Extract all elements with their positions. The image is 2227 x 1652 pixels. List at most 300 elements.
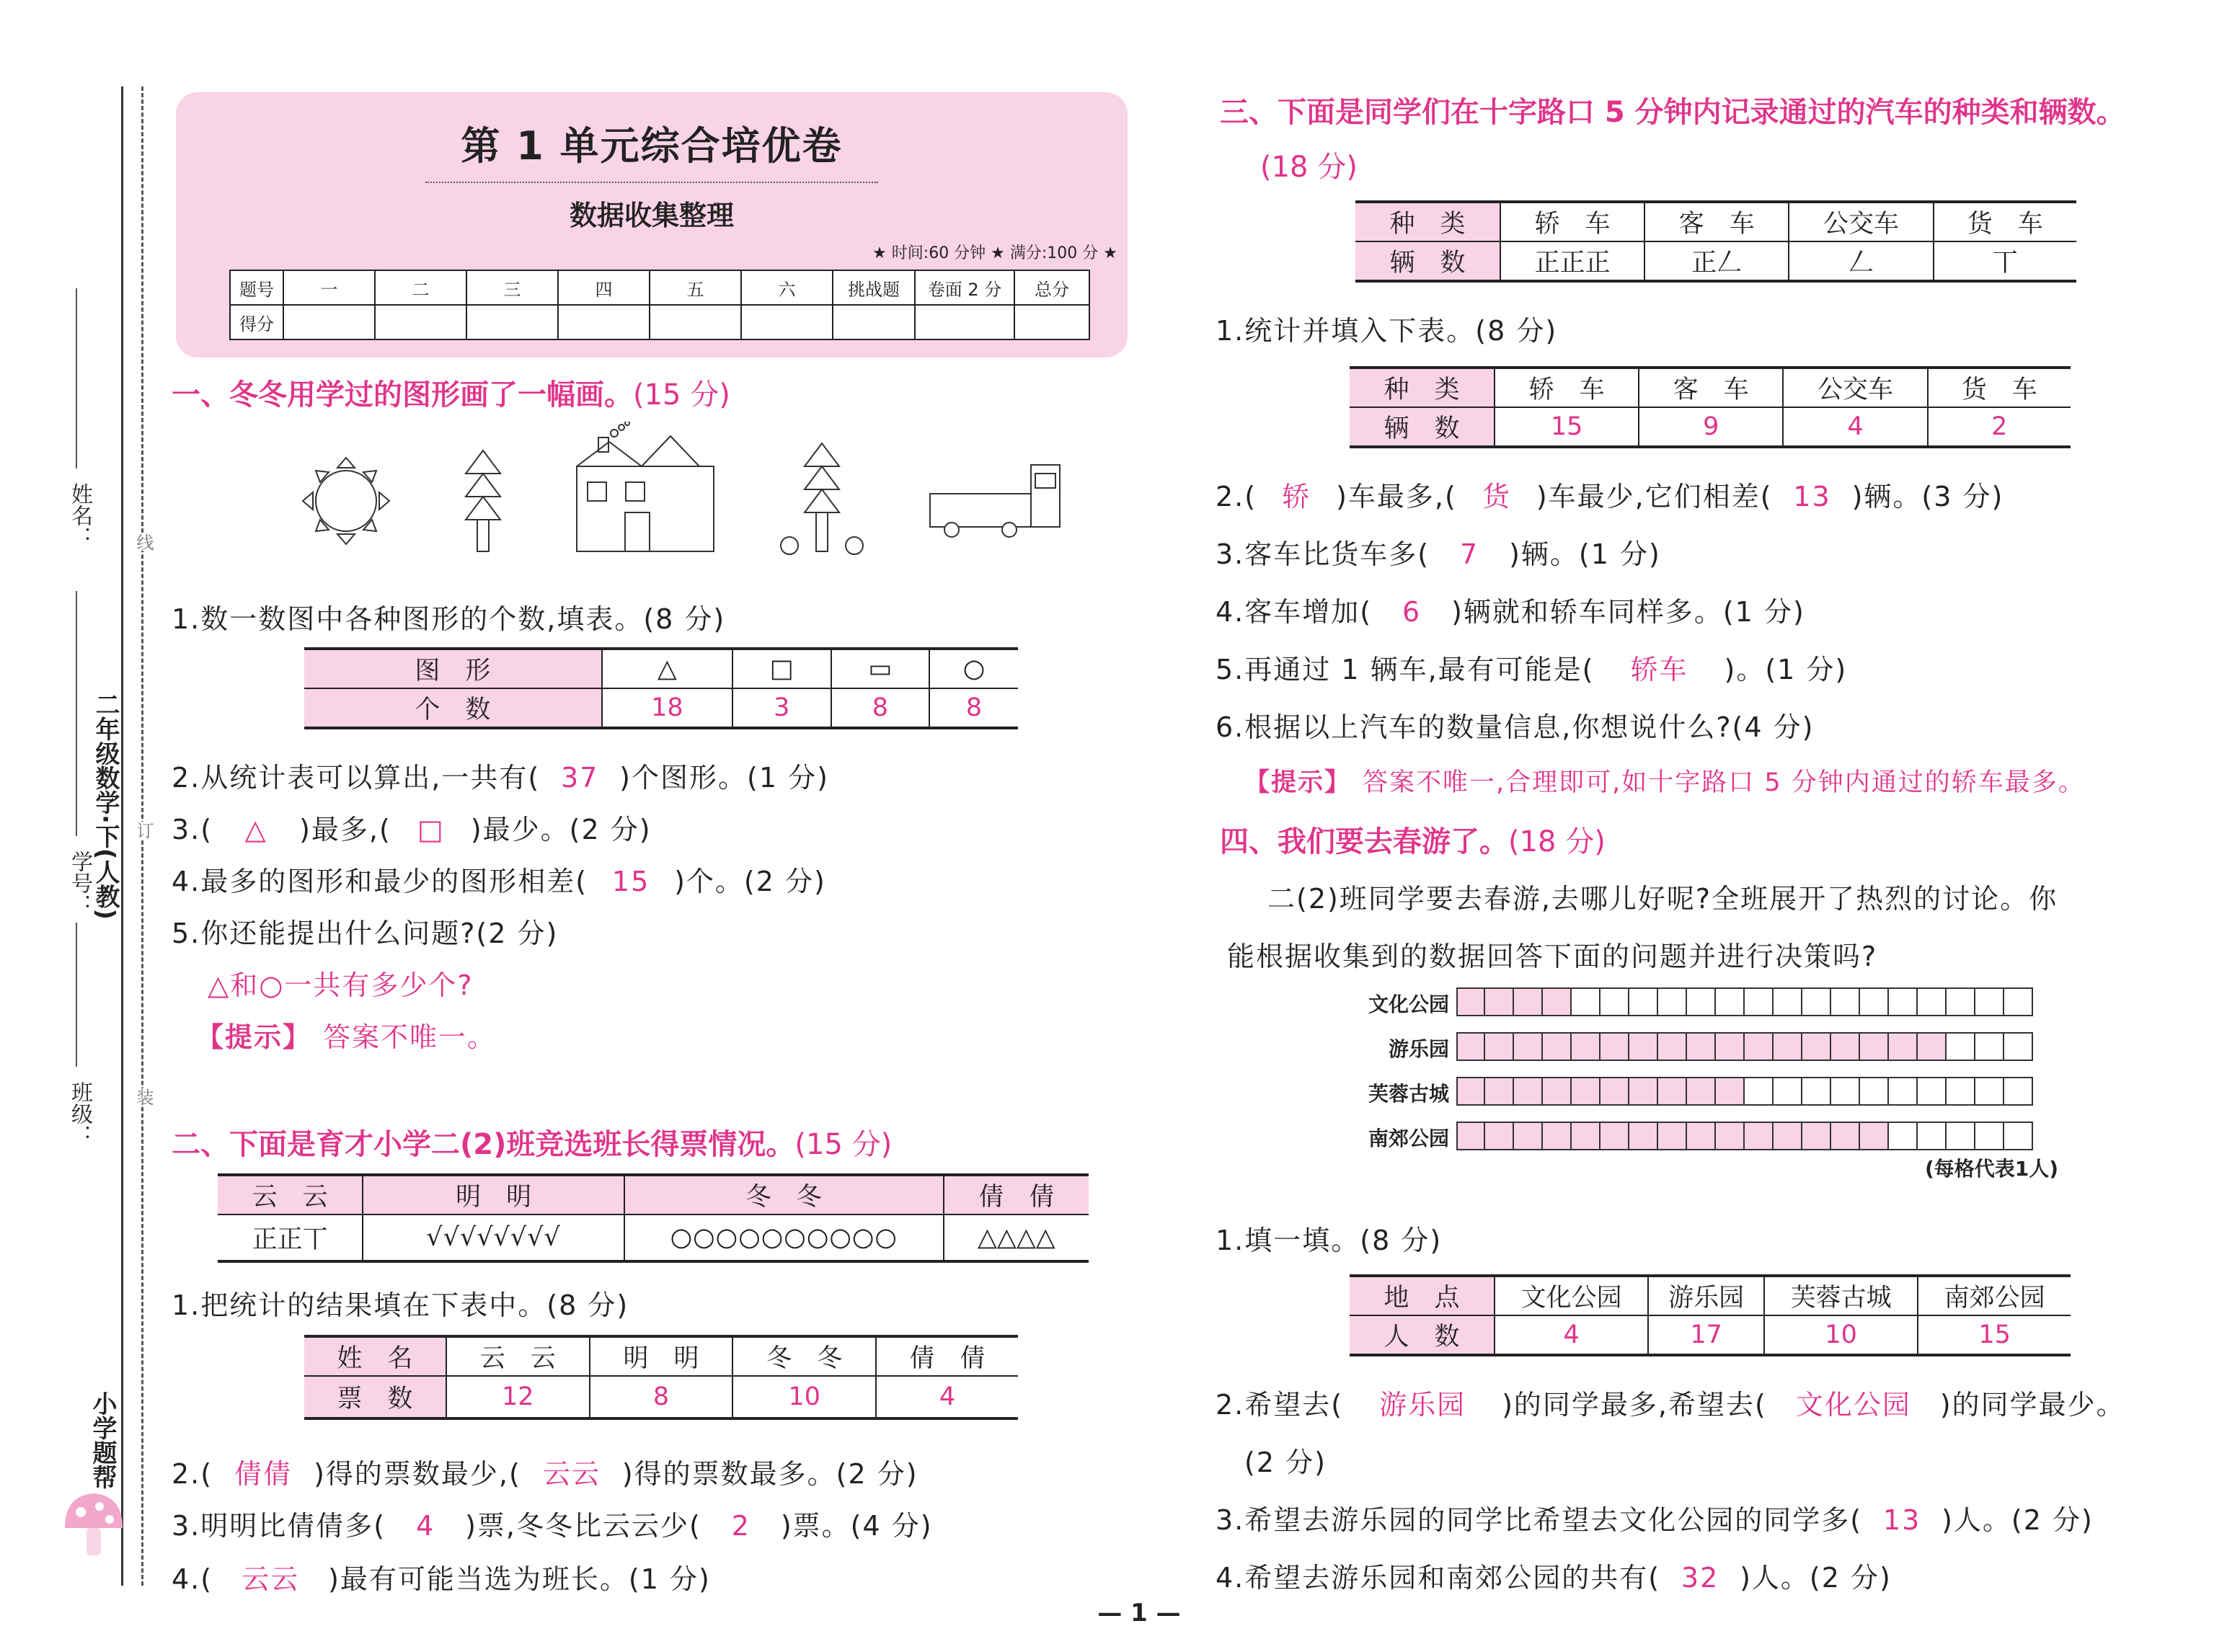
chart-row	[1355, 987, 2033, 1016]
chart-bar-cell-filled	[1456, 1032, 1485, 1061]
q-text: )最有可能当选为班长。(1 分)	[328, 1563, 711, 1595]
section-2-title	[172, 1122, 892, 1163]
table-row	[1350, 407, 2071, 447]
chart-bar-cell-empty	[1918, 987, 1947, 1016]
tally-cell: 正𠃋	[1644, 241, 1789, 281]
q-text: 5.再通过 1 辆车,最有可能是(	[1216, 654, 1595, 685]
chart-bar-cell-empty	[1802, 987, 1831, 1016]
answer-cell[interactable]: 17	[1648, 1315, 1764, 1355]
section-2-heading: 二、下面是育才小学二(2)班竞选班长得票情况。	[172, 1128, 795, 1161]
page-subtitle: 数据收集整理	[569, 200, 734, 231]
q-text: )个图形。(1 分)	[619, 762, 829, 794]
answer-cell[interactable]: 4	[1495, 1315, 1648, 1355]
answer-blank[interactable]: 轿车	[1630, 654, 1688, 685]
table-head-cell: 种 类	[1355, 202, 1500, 241]
chart-bar-cell-filled	[1658, 1122, 1687, 1150]
chart-bar-cell-empty	[1975, 1032, 2004, 1061]
chart-bar-cell-filled	[1658, 1077, 1687, 1106]
s4-intro-line-1: 二(2)班同学要去春游,去哪儿好呢?全班展开了热烈的讨论。你	[1267, 883, 2058, 915]
table-row-label: 人 数	[1350, 1315, 1495, 1355]
chart-row	[1355, 1122, 2033, 1150]
q-text: )票,冬冬比云云少(	[465, 1510, 701, 1542]
chart-bar-cell-filled	[1572, 1122, 1600, 1150]
chart-bar-cell-filled	[1745, 1032, 1774, 1061]
chart-bar-cell-empty	[1975, 1122, 2004, 1150]
table-head-cell: 公交车	[1783, 368, 1927, 407]
table-row	[218, 1214, 1089, 1261]
chart-bar-cell-empty	[1658, 987, 1687, 1016]
s1-q5: 5.你还能提出什么问题?(2 分)	[172, 918, 559, 949]
s2-q4	[172, 1557, 711, 1597]
chart-bar-cell-filled	[1802, 1032, 1831, 1061]
chart-bar-cell-filled	[1600, 1032, 1629, 1061]
s1-q2	[172, 755, 829, 795]
table-row	[218, 1175, 1089, 1214]
answer-blank[interactable]: 32	[1681, 1562, 1719, 1594]
chart-bar-cell-empty	[1889, 1122, 1918, 1150]
student-id-label: 学号：	[67, 851, 92, 915]
q-text: )最少。(2 分)	[470, 814, 652, 845]
q-text: 2.(	[172, 1458, 213, 1490]
page-number: — 1 —	[1097, 1599, 1181, 1627]
q-text: )人。(2 分)	[1942, 1504, 2094, 1536]
chart-bar-cell-empty	[1802, 1077, 1831, 1106]
chart-bar-cell-filled	[1572, 1032, 1600, 1061]
house-icon	[577, 422, 714, 551]
score-cell-6: 六	[741, 270, 833, 305]
table-head-cell: 云 云	[446, 1336, 590, 1376]
chart-bar-cell-filled	[1600, 1122, 1629, 1150]
chart-bar-cell-filled	[1514, 1122, 1543, 1150]
answer-cell[interactable]: 3	[732, 688, 831, 728]
q-text: )辆。(1 分)	[1509, 538, 1661, 570]
tally-cell: 正正丅	[218, 1214, 363, 1261]
section-3-title: 三、下面是同学们在十字路口 5 分钟内记录通过的汽车的种类和辆数。	[1220, 96, 2125, 129]
chart-bar-cell-empty	[1860, 1077, 1889, 1106]
chart-bar-cell-empty	[1860, 987, 1889, 1016]
table-head-cell: 货 车	[1928, 368, 2071, 407]
s2-q3	[172, 1504, 933, 1543]
class-underline	[76, 923, 77, 1067]
q-text: )。(1 分)	[1724, 654, 1848, 685]
answer-cell[interactable]: 15	[1495, 407, 1639, 447]
table-head-cell: 云 云	[218, 1175, 363, 1214]
answer-cell[interactable]: 8	[831, 688, 930, 728]
score-blank[interactable]	[466, 305, 558, 339]
score-cell-3: 三	[466, 270, 558, 305]
answer-blank[interactable]: 15	[611, 866, 650, 897]
table-head-cell: 明 明	[590, 1336, 733, 1376]
table-row	[304, 1336, 1018, 1376]
s2-q2	[172, 1452, 918, 1491]
time-score-meta: ★ 时间:60 分钟 ★ 满分:100 分 ★	[872, 244, 1117, 262]
score-table	[229, 270, 1090, 340]
answer-cell[interactable]: 8	[929, 688, 1018, 728]
chart-category-label: 文化公园	[1368, 992, 1449, 1016]
chart-bar-cell-filled	[1485, 1077, 1514, 1106]
q-text: 4.最多的图形和最少的图形相差(	[172, 866, 588, 897]
answer-cell[interactable]: 4	[876, 1376, 1018, 1418]
tally-cell: √√√√√√√√	[363, 1214, 624, 1261]
answer-blank[interactable]: △	[244, 814, 267, 845]
table-row-label: 辆 数	[1350, 407, 1495, 447]
chart-bar-cell-empty	[1774, 1077, 1802, 1106]
chart-bar-cell-empty	[2004, 1077, 2033, 1106]
circle-head-cell: ○	[929, 649, 1018, 688]
chart-category-label: 游乐园	[1388, 1037, 1449, 1061]
score-blank[interactable]	[915, 305, 1014, 339]
q-text: 2.(	[1216, 481, 1257, 512]
s3-q5	[1216, 647, 1847, 687]
table-head-cell: 倩 倩	[876, 1336, 1018, 1376]
s3-hint	[1244, 763, 2085, 799]
chart-bar-cell-filled	[1629, 1032, 1658, 1061]
chart-bar-cell-filled	[1687, 1032, 1716, 1061]
answer-cell[interactable]: 12	[446, 1376, 590, 1418]
s4-q4	[1216, 1555, 1892, 1595]
q-text: )人。(2 分)	[1740, 1562, 1892, 1594]
section-4-heading: 四、我们要去春游了。	[1220, 825, 1508, 858]
table-head-cell: 姓 名	[304, 1336, 446, 1376]
s3-count-table	[1350, 366, 2071, 448]
truck-icon	[930, 465, 1060, 537]
s4-intro-line-2: 能根据收集到的数据回答下面的问题并进行决策吗?	[1227, 941, 1878, 972]
table-row	[1355, 241, 2076, 281]
answer-blank[interactable]: 13	[1882, 1504, 1921, 1536]
chart-bar-cell-empty	[1774, 987, 1802, 1016]
table-head-cell: 芙蓉古城	[1764, 1276, 1918, 1315]
chart-bar-cell-filled	[1889, 1032, 1918, 1061]
chart-category-label: 南郊公园	[1368, 1127, 1449, 1150]
chart-bar-cell-empty	[1600, 987, 1629, 1016]
chart-bar-cell-filled	[1860, 1032, 1889, 1061]
chart-note: (每格代表1人)	[1925, 1157, 2059, 1181]
s4-q2	[1216, 1382, 2125, 1422]
q-text: 3.希望去游乐园的同学比希望去文化公园的同学多(	[1216, 1504, 1863, 1536]
rectangle-head-cell: ▭	[831, 649, 930, 688]
answer-blank[interactable]: 文化公园	[1795, 1389, 1911, 1421]
table-head-cell: 冬 冬	[624, 1175, 944, 1214]
s2-q1: 1.把统计的结果填在下表中。(8 分)	[172, 1289, 629, 1321]
q-text: )票。(4 分)	[780, 1510, 933, 1542]
score-table-score-row	[230, 305, 1089, 339]
q-text: )最多,(	[299, 814, 391, 845]
hint-text: 答案不唯一。	[323, 1021, 497, 1053]
q-text: 3.(	[172, 814, 213, 845]
square-head-cell: □	[732, 649, 831, 688]
brand-label: 小学题帮	[88, 1391, 117, 1489]
chart-bar-cell-empty	[2004, 987, 2033, 1016]
score-row-label: 得分	[230, 305, 283, 339]
section-4-points: (18 分)	[1508, 825, 1606, 858]
chart-category-label: 芙蓉古城	[1368, 1082, 1449, 1106]
chart-bar-cell-filled	[1716, 1122, 1745, 1150]
chart-bar-cell-filled	[1774, 1032, 1802, 1061]
score-blank[interactable]	[741, 305, 833, 339]
chart-bar-cell-empty	[1572, 987, 1600, 1016]
tree-icon	[466, 450, 500, 551]
chart-bar-cell-filled	[1629, 1122, 1658, 1150]
score-blank[interactable]	[650, 305, 741, 339]
bind-mark: 订	[131, 822, 156, 839]
table-head-cell: 种 类	[1350, 368, 1495, 407]
chart-bar-cell-filled	[1831, 1122, 1860, 1150]
chart-bar-cell-filled	[1918, 1032, 1947, 1061]
chart-bar-cell-empty	[1918, 1077, 1947, 1106]
table-head-cell: 货 车	[1934, 202, 2076, 241]
chart-bar-cell-empty	[1889, 987, 1918, 1016]
answer-blank[interactable]: 2	[731, 1510, 751, 1542]
table-head-cell: 轿 车	[1495, 368, 1639, 407]
table-head-cell: 明 明	[363, 1175, 624, 1214]
shapes-drawing	[288, 422, 1067, 566]
chart-bar-cell-empty	[1831, 987, 1860, 1016]
tally-cell: △△△△	[944, 1214, 1089, 1261]
section-1-title	[172, 372, 730, 413]
chart-bar-cell-filled	[1543, 1077, 1572, 1106]
page-title: 第 1 单元综合培优卷	[461, 123, 843, 169]
chart-bar-cell-empty	[2004, 1122, 2033, 1150]
fold-mark: 装	[131, 1088, 156, 1106]
s3-q2	[1216, 474, 2004, 514]
chart-bar-cell-empty	[1687, 987, 1716, 1016]
chart-row	[1355, 1032, 2033, 1061]
s1-q5-answer[interactable]: △和○一共有多少个?	[208, 969, 474, 1001]
table-head-cell: 轿 车	[1500, 202, 1644, 241]
chart-bar-cell-empty	[1947, 1032, 1975, 1061]
table-row	[1355, 202, 2076, 241]
hint-text: 答案不唯一,合理即可,如十字路口 5 分钟内通过的轿车最多。	[1363, 768, 2085, 797]
tally-cell: 𠃋	[1789, 241, 1933, 281]
hint-label: 【提示】	[196, 1021, 312, 1053]
q-text: )辆就和轿车同样多。(1 分)	[1451, 596, 1805, 628]
chart-bar-cell-filled	[1716, 1077, 1745, 1106]
triangle-head-cell: △	[602, 649, 732, 688]
chart-bar-cell-filled	[1456, 987, 1485, 1016]
title-divider	[425, 182, 878, 183]
chart-bar-cell-empty	[1947, 987, 1975, 1016]
s4-q2-points: (2 分)	[1244, 1447, 1327, 1478]
s3-q6: 6.根据以上汽车的数量信息,你想说什么?(4 分)	[1216, 711, 1815, 743]
q-text: 4.客车增加(	[1216, 596, 1373, 628]
s3-q4	[1216, 590, 1805, 629]
chart-row	[1355, 1077, 2033, 1106]
chart-bar-cell-empty	[1629, 987, 1658, 1016]
score-cell-challenge: 挑战题	[833, 270, 915, 305]
s1-hint	[196, 1015, 496, 1054]
q-text: 4.(	[172, 1563, 213, 1595]
chart-bar-cell-filled	[1456, 1077, 1485, 1106]
q-text: 3.明明比倩倩多(	[172, 1510, 386, 1542]
sun-icon	[303, 458, 389, 544]
score-blank[interactable]	[283, 305, 375, 339]
section-4-title	[1220, 819, 1606, 860]
chart-bar-cell-filled	[1514, 987, 1543, 1016]
answer-blank[interactable]: □	[417, 814, 445, 845]
s4-q1: 1.填一填。(8 分)	[1216, 1225, 1443, 1256]
chart-bar-cell-filled	[1774, 1122, 1802, 1150]
score-blank[interactable]	[1014, 305, 1089, 339]
score-blank[interactable]	[375, 305, 466, 339]
answer-blank[interactable]: 倩倩	[234, 1458, 293, 1490]
chart-bar-cell-filled	[1543, 1032, 1572, 1061]
chart-bar-cell-empty	[1745, 987, 1774, 1016]
tree-with-balls-icon	[781, 443, 863, 554]
s2-vote-table	[304, 1335, 1018, 1420]
answer-blank[interactable]: 13	[1793, 481, 1831, 512]
chart-bar-cell-filled	[1745, 1122, 1774, 1150]
section-2-points: (15 分)	[794, 1128, 893, 1161]
answer-blank[interactable]: 37	[560, 762, 599, 794]
score-cell-label: 题号	[230, 270, 283, 305]
table-head-cell: 倩 倩	[944, 1175, 1089, 1214]
chart-bar-cell-filled	[1658, 1032, 1687, 1061]
chart-bar-cell-filled	[1629, 1077, 1658, 1106]
table-row-label: 票 数	[304, 1376, 446, 1418]
chart-bar-cell-empty	[1975, 1077, 2004, 1106]
s3-tally-table	[1355, 200, 2076, 283]
answer-cell[interactable]: 8	[590, 1376, 733, 1418]
score-cell-total: 总分	[1014, 270, 1089, 305]
table-head-cell: 公交车	[1789, 202, 1933, 241]
table-row-label: 个 数	[304, 688, 602, 728]
q-text: 2.希望去(	[1216, 1389, 1344, 1421]
score-cell-2: 二	[375, 270, 466, 305]
q-text: )得的票数最少,(	[314, 1458, 521, 1490]
chart-bar-cell-filled	[1485, 1122, 1514, 1150]
answer-cell[interactable]: 2	[1928, 407, 2071, 447]
q-text: 2.从统计表可以算出,一共有(	[172, 762, 541, 794]
q-text: )车最多,(	[1336, 481, 1457, 512]
chart-bar-cell-empty	[1889, 1077, 1918, 1106]
q-text: )车最少,它们相差(	[1536, 481, 1773, 512]
s3-q3	[1216, 532, 1661, 572]
chart-bar-cell-filled	[1802, 1122, 1831, 1150]
line-mark: 线	[131, 533, 156, 551]
table-head-cell: 冬 冬	[732, 1336, 876, 1376]
class-label: 班级：	[67, 1081, 92, 1146]
table-head-cell: 图 形	[304, 649, 602, 688]
answer-blank[interactable]: 6	[1402, 596, 1422, 628]
student-id-underline	[76, 591, 77, 836]
table-row	[1350, 368, 2071, 407]
s4-q3	[1216, 1498, 2094, 1537]
chart-bar-cell-filled	[1860, 1122, 1889, 1150]
q-text: 3.客车比货车多(	[1216, 538, 1430, 570]
q-text: )个。(2 分)	[674, 866, 826, 897]
chart-bar-cell-empty	[1975, 987, 2004, 1016]
answer-blank[interactable]: 游乐园	[1379, 1389, 1466, 1421]
chart-bar-cell-filled	[1543, 987, 1572, 1016]
section-1-heading: 一、冬冬用学过的图形画了一幅画。	[172, 378, 633, 412]
section-1-points: (15 分)	[633, 378, 730, 412]
table-head-cell: 客 车	[1639, 368, 1783, 407]
chart-bar-cell-empty	[1918, 1122, 1947, 1150]
chart-bar-cell-empty	[1831, 1077, 1860, 1106]
q-text: )的同学最少。	[1939, 1389, 2125, 1421]
answer-blank[interactable]: 轿	[1282, 481, 1311, 512]
answer-cell[interactable]: 9	[1639, 407, 1783, 447]
q-text: )辆。(3 分)	[1851, 481, 2004, 512]
score-blank[interactable]	[833, 305, 915, 339]
chart-bar-cell-filled	[1716, 1032, 1745, 1061]
chart-bar-cell-filled	[1687, 1122, 1716, 1150]
q-text: )的同学最多,希望去(	[1502, 1389, 1767, 1421]
table-head-cell: 客 车	[1644, 202, 1789, 241]
s3-q1: 1.统计并填入下表。(8 分)	[1216, 315, 1558, 347]
q-text: 4.希望去游乐园和南郊公园的共有(	[1216, 1562, 1661, 1594]
q-text: )得的票数最多。(2 分)	[621, 1458, 918, 1490]
s2-tally-table	[218, 1173, 1089, 1263]
mushroom-logo-icon	[58, 1485, 130, 1564]
table-head-cell: 地 点	[1350, 1276, 1495, 1315]
answer-cell[interactable]: 10	[1764, 1315, 1918, 1355]
answer-blank[interactable]: 7	[1460, 538, 1479, 570]
table-row	[1350, 1315, 2071, 1355]
answer-cell[interactable]: 4	[1783, 407, 1927, 447]
grade-label: 二年级数学·下(人教)	[91, 692, 120, 920]
answer-blank[interactable]: 4	[416, 1510, 435, 1542]
chart-bar-cell-empty	[1947, 1122, 1975, 1150]
chart-bar-cell-filled	[1687, 1077, 1716, 1106]
chart-bar-cell-filled	[1543, 1122, 1572, 1150]
chart-bar-cell-filled	[1572, 1077, 1600, 1106]
chart-bar-cell-filled	[1456, 1122, 1485, 1150]
tally-cell: 丅	[1934, 241, 2076, 281]
table-row	[304, 688, 1018, 728]
score-table-header-row	[230, 270, 1089, 305]
table-head-cell: 游乐园	[1648, 1276, 1764, 1315]
score-cell-5: 五	[650, 270, 741, 305]
table-row-label: 辆 数	[1355, 241, 1500, 281]
table-row	[1350, 1276, 2071, 1315]
chart-bar-cell-filled	[1485, 1032, 1514, 1061]
tally-cell: ○○○○○○○○○○	[624, 1214, 944, 1261]
s1-q4	[172, 859, 826, 899]
s1-q1: 1.数一数图中各种图形的个数,填表。(8 分)	[172, 603, 726, 635]
table-head-cell: 文化公园	[1495, 1276, 1648, 1315]
answer-blank[interactable]: 货	[1482, 481, 1511, 512]
chart-bar-cell-empty	[2004, 1032, 2033, 1061]
name-underline	[76, 288, 77, 468]
chart-bar-cell-filled	[1600, 1077, 1629, 1106]
s4-count-table	[1350, 1274, 2071, 1356]
s1-q3	[172, 807, 652, 847]
answer-cell[interactable]: 18	[602, 688, 732, 728]
section-3-points: (18 分)	[1260, 151, 1358, 184]
chart-bar-cell-filled	[1514, 1077, 1543, 1106]
tally-cell: 正正正	[1500, 241, 1644, 281]
answer-cell[interactable]: 15	[1918, 1315, 2071, 1355]
name-label: 姓名：	[67, 483, 92, 548]
chart-bar-cell-filled	[1514, 1032, 1543, 1061]
answer-blank[interactable]: 云云	[542, 1458, 601, 1490]
s4-bar-chart	[1355, 987, 2062, 1196]
table-row	[304, 649, 1018, 688]
chart-bar-cell-filled	[1485, 987, 1514, 1016]
answer-cell[interactable]: 10	[732, 1376, 876, 1418]
score-cell-neatness: 卷面 2 分	[915, 270, 1014, 305]
s1-shape-table	[304, 647, 1018, 729]
chart-bar-cell-empty	[1745, 1077, 1774, 1106]
chart-bar-cell-filled	[1831, 1032, 1860, 1061]
chart-bar-cell-empty	[1947, 1077, 1975, 1106]
score-cell-4: 四	[558, 270, 650, 305]
score-blank[interactable]	[558, 305, 650, 339]
chart-bar-cell-empty	[1716, 987, 1745, 1016]
answer-blank[interactable]: 云云	[242, 1563, 300, 1595]
table-head-cell: 南郊公园	[1918, 1276, 2071, 1315]
